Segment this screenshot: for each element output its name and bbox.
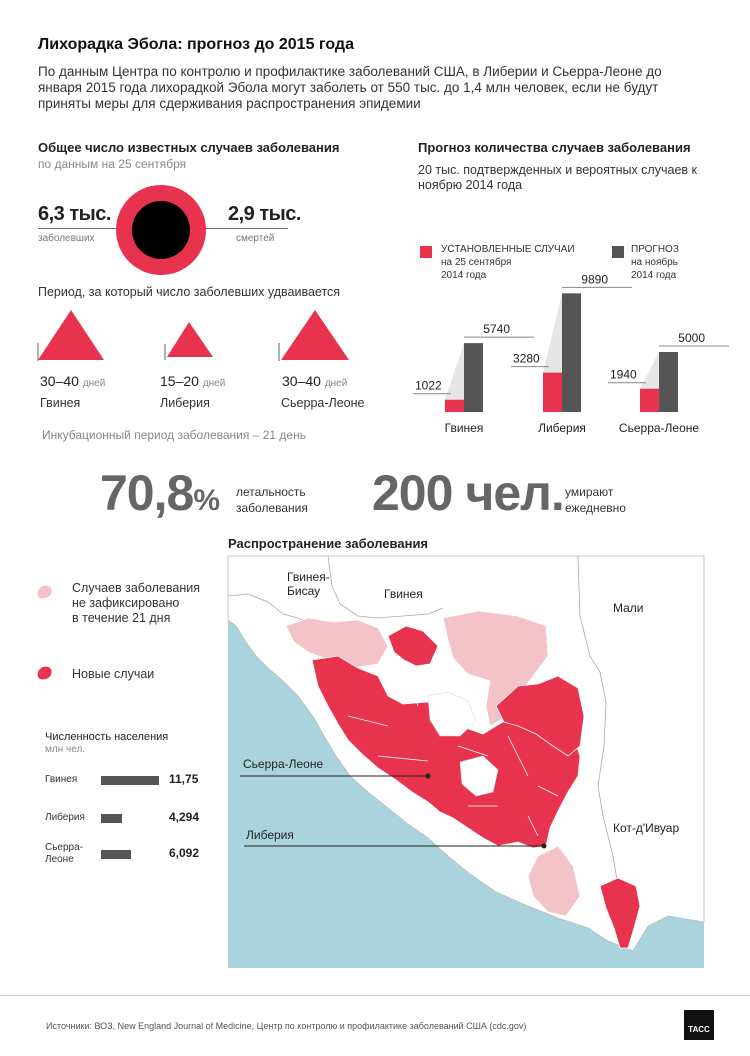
population-value-2: 6,092	[169, 846, 200, 860]
legend-new-cases-swatch	[36, 665, 54, 681]
map-label-cote-divoire: Кот-д'Ивуар	[613, 821, 680, 835]
bar-established-1	[543, 373, 562, 412]
incubation-note: Инкубационный период заболевания – 21 день	[42, 428, 306, 442]
doubling-title: Период, за который число заболевших удваивается	[38, 285, 341, 299]
legend-forecast-label: ПРОГНОЗ на ноябрь 2014 года	[631, 244, 679, 281]
legend-new-cases-label: Новые случаи	[72, 667, 155, 681]
lead-paragraph: По данным Центра по контролю и профилактике заболеваний США, в Либерии и Сьерра-Леоне до января 2015 года лихорадкой Эбола могут заболеть от 550 тыс. до 1,4 млн человек, если не будут приняты меры для сдерживания распространения эпидемии	[38, 64, 662, 111]
forecast-wedge-top-0	[445, 343, 464, 400]
bar-forecast-1	[562, 293, 581, 412]
cases-title: Общее число известных случаев заболевания	[38, 140, 340, 155]
population-name-2: Сьерра- Леоне	[45, 842, 84, 865]
forecast-subtitle: 20 тыс. подтвержденных и вероятных случаев к ноябрю 2014 года	[418, 163, 697, 192]
population-unit: млн чел.	[45, 744, 86, 755]
daily-deaths-stat: 200 чел.	[372, 465, 564, 521]
legend-established-swatch	[420, 246, 432, 258]
sick-label: заболевших	[38, 233, 95, 244]
label-established-1: 3280	[513, 351, 540, 366]
map-label-mali: Мали	[613, 601, 644, 615]
triangle-sierra-leone	[279, 308, 359, 362]
map-label-guinea: Гвинея	[384, 587, 423, 601]
category-label-2: Сьерра-Леоне	[618, 421, 700, 435]
deaths-value: 2,9 тыс.	[228, 203, 301, 225]
triangle-liberia	[165, 320, 225, 360]
tass-logo: ТАСС	[684, 1010, 714, 1040]
doubling-sierra-leone-country: Сьерра-Леоне	[281, 396, 365, 410]
population-name-0: Гвинея	[45, 774, 78, 785]
doubling-guinea-value: 30–40 дней	[40, 373, 106, 389]
cases-circle	[115, 184, 207, 276]
legend-no-cases-swatch	[36, 584, 54, 600]
legend-established-label: УСТАНОВЛЕННЫЕ СЛУЧАИ на 25 сентября 2014 года	[441, 244, 575, 281]
sick-value: 6,3 тыс.	[38, 203, 111, 225]
footer-divider	[0, 995, 750, 996]
forecast-chart	[400, 272, 730, 440]
population-chart	[45, 766, 245, 876]
bar-forecast-2	[659, 352, 678, 412]
category-label-0: Гвинея	[444, 421, 484, 435]
deaths-label: смертей	[236, 233, 275, 244]
map-label-guinea-bissau: Гвинея- Бисау	[287, 570, 330, 598]
label-established-2: 1940	[610, 367, 637, 382]
label-forecast-0: 5740	[483, 322, 510, 337]
doubling-liberia-country: Либерия	[160, 396, 210, 410]
population-value-0: 11,75	[169, 772, 199, 786]
label-forecast-2: 5000	[678, 331, 705, 345]
forecast-wedge-top-1	[543, 293, 562, 372]
map-title: Распространение заболевания	[228, 536, 429, 551]
population-title: Численность населения	[45, 731, 169, 743]
lethality-label: летальность заболевания	[236, 485, 308, 515]
doubling-liberia-value: 15–20 дней	[160, 373, 226, 389]
bar-established-2	[640, 389, 659, 412]
deaths-circle	[132, 201, 190, 259]
footer-sources: Источники: ВОЗ, New England Journal of Medicine, Центр по контролю и профилактике заболеваний США (cdc.gov)	[46, 1021, 527, 1031]
doubling-guinea-country: Гвинея	[40, 396, 81, 410]
daily-deaths-label: умирают ежедневно	[565, 485, 626, 515]
bar-forecast-0	[464, 343, 483, 412]
population-bar-1	[101, 814, 122, 823]
lethality-stat: 70,8%	[100, 465, 220, 521]
bar-established-0	[445, 400, 464, 412]
population-name-1: Либерия	[45, 812, 85, 823]
label-established-0: 1022	[415, 378, 442, 393]
forecast-title: Прогноз количества случаев заболевания	[418, 140, 691, 155]
map-label-sierra-leone: Сьерра-Леоне	[243, 757, 324, 771]
population-value-1: 4,294	[169, 810, 200, 824]
population-bar-2	[101, 850, 131, 859]
cases-subtitle: по данным на 25 сентября	[38, 157, 187, 171]
triangle-guinea	[38, 308, 118, 362]
category-label-1: Либерия	[538, 421, 586, 435]
page-title: Лихорадка Эбола: прогноз до 2015 года	[38, 36, 354, 53]
legend-forecast-swatch	[612, 246, 624, 258]
doubling-sierra-leone-value: 30–40 дней	[282, 373, 348, 389]
map-label-liberia: Либерия	[246, 828, 294, 842]
legend-no-cases-label: Случаев заболевания не зафиксировано в течение 21 дня	[72, 581, 200, 625]
label-forecast-1: 9890	[581, 272, 608, 287]
population-bar-0	[101, 776, 159, 785]
